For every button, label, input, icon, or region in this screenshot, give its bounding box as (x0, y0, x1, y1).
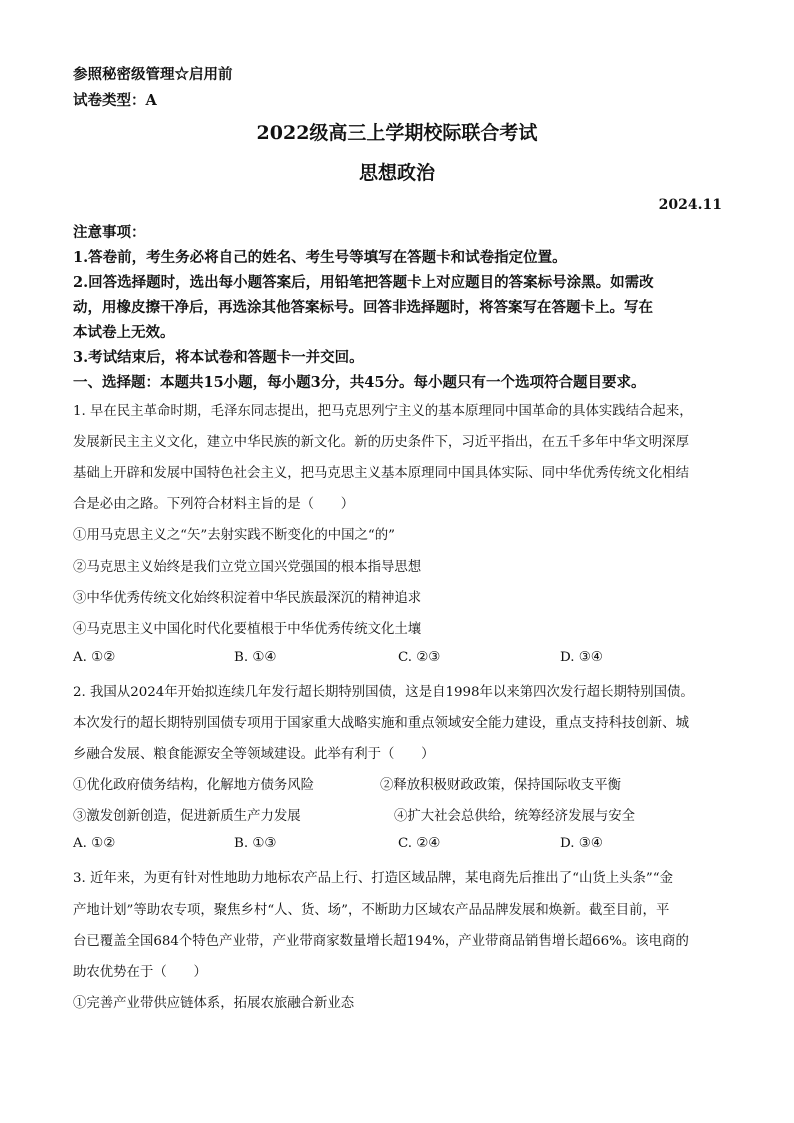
q1-option-a: A. ①② (73, 650, 116, 665)
notice-item-2-line-2: 动，用橡皮擦干净后，再选涂其他答案标号。回答非选择题时，将答案写在答题卡上。写在 (73, 299, 653, 316)
q2-stem-line-2: 本次发行的超长期特别国债专项用于国家重大战略实施和重点领域安全能力建设，重点支持科技创新、城 (73, 716, 689, 731)
q3-stem-line-2: 产地计划”等助农专项，聚焦乡村“人、货、场”，不断助力区域农产品品牌发展和焕新。截至目前，平 (73, 903, 670, 918)
exam-date: 2024.11 (658, 197, 722, 213)
q2-statement-1: ①优化政府债务结构，化解地方债务风险 (73, 778, 315, 793)
q3-stem-line-3: 台已覆盖全国684个特色产业带，产业带商家数量增长超194%，产业带商品销售增长超66%。该电商的 (73, 934, 689, 949)
exam-title: 2022级高三上学期校际联合考试 (256, 122, 538, 144)
q1-stem-line-4: 合是必由之路。下列符合材料主旨的是（ ） (73, 497, 355, 512)
q3-stem-line-1: 3. 近年来，为更有针对性地助力地标农产品上行、打造区域品牌，某电商先后推出了“山货上头条”“金 (73, 871, 673, 886)
q1-statement-2: ②马克思主义始终是我们立党立国兴党强国的根本指导思想 (73, 560, 422, 575)
notice-item-2-line-3: 本试卷上无效。 (73, 324, 175, 341)
q2-option-d: D. ③④ (560, 836, 603, 851)
paper-type: 试卷类型：A (73, 92, 157, 109)
q1-statement-4: ④马克思主义中国化时代化要植根于中华优秀传统文化土壤 (73, 622, 422, 637)
notice-item-1: 1.答卷前，考生务必将自己的姓名、考生号等填写在答题卡和试卷指定位置。 (73, 249, 567, 266)
notice-item-2-line-1: 2.回答选择题时，选出每小题答案后，用铅笔把答题卡上对应题目的答案标号涂黑。如需改 (73, 274, 654, 291)
q3-stem-line-4: 助农优势在于（ ） (73, 965, 207, 980)
subject-title: 思想政治 (358, 162, 435, 184)
q2-option-b: B. ①③ (234, 836, 277, 851)
q1-statement-3: ③中华优秀传统文化始终积淀着中华民族最深沉的精神追求 (73, 591, 422, 606)
secrecy-label: 参照秘密级管理☆启用前 (73, 66, 233, 83)
q1-statement-1: ①用马克思主义之“矢”去射实践不断变化的中国之“的” (73, 528, 395, 543)
q1-stem-line-2: 发展新民主主义文化，建立中华民族的新文化。新的历史条件下，习近平指出，在五千多年中华文明深厚 (73, 435, 689, 450)
q2-statement-3: ③激发创新创造，促进新质生产力发展 (73, 809, 301, 824)
q1-stem-line-1: 1. 早在民主革命时期，毛泽东同志提出，把马克思列宁主义的基本原理同中国革命的具体实践结合起来， (73, 404, 693, 419)
q2-statement-2: ②释放积极财政政策，保持国际收支平衡 (380, 778, 622, 793)
q2-option-a: A. ①② (73, 836, 116, 851)
q1-option-c: C. ②③ (398, 650, 441, 665)
notice-item-3: 3.考试结束后，将本试卷和答题卡一并交回。 (73, 349, 364, 366)
q2-stem-line-1: 2. 我国从2024年开始拟连续几年发行超长期特别国债，这是自1998年以来第四次发行超长期特别国债。 (73, 685, 694, 700)
q1-stem-line-3: 基础上开辟和发展中国特色社会主义，把马克思主义基本原理同中国具体实际、同中华优秀传统文化相结 (73, 466, 689, 481)
q1-option-d: D. ③④ (560, 650, 603, 665)
q2-option-c: C. ②④ (398, 836, 441, 851)
q3-statement-1: ①完善产业带供应链体系，拓展农旅融合新业态 (73, 996, 355, 1011)
q1-option-b: B. ①④ (234, 650, 277, 665)
section-heading: 一、选择题：本题共15小题，每小题3分，共45分。每小题只有一个选项符合题目要求。 (73, 374, 646, 391)
notice-heading: 注意事项： (73, 224, 146, 241)
q2-stem-line-3: 乡融合发展、粮食能源安全等领域建设。此举有利于（ ） (73, 747, 435, 762)
q2-statement-4: ④扩大社会总供给，统筹经济发展与安全 (394, 809, 636, 824)
